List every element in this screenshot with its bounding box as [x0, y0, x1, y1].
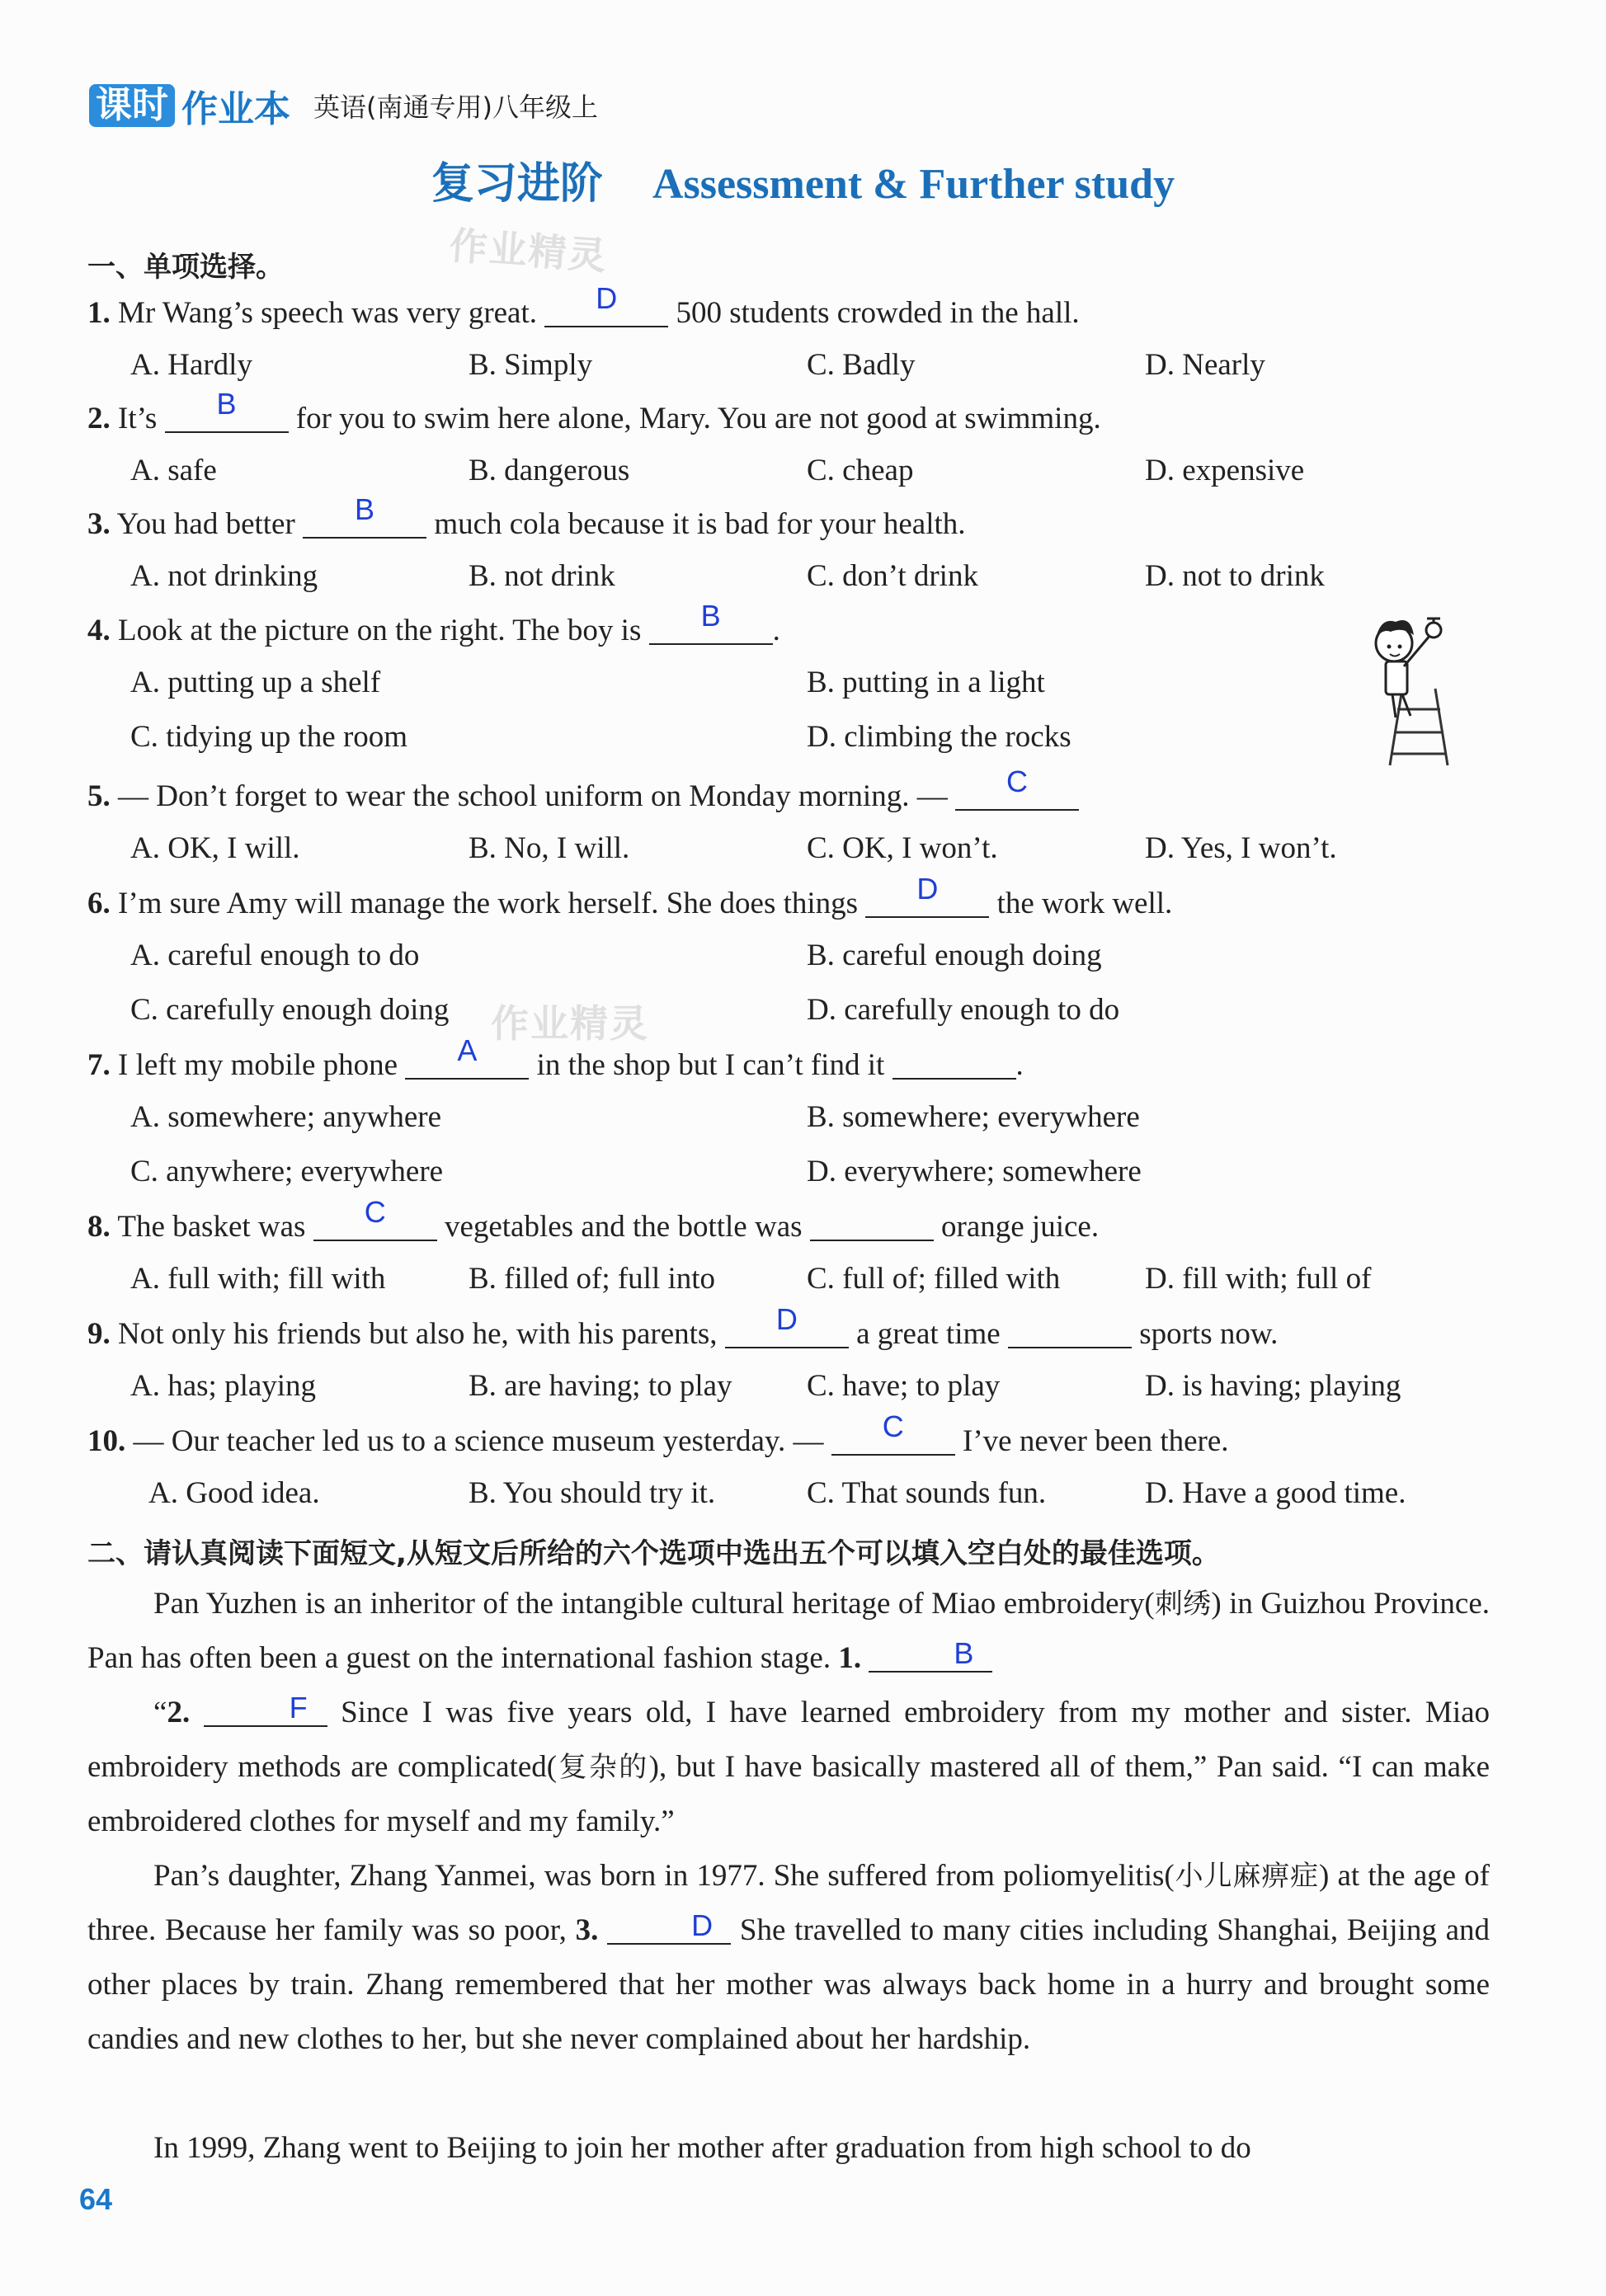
question-3: [87, 492, 966, 542]
option: A. safe: [130, 454, 217, 487]
option: A. Hardly: [130, 348, 252, 382]
option: A. putting up a shelf: [130, 666, 381, 699]
question-text: for you to swim here alone, Mary. You are not good at swimming.: [295, 402, 1101, 435]
passage-text: ), but I have basically mastered all of them,” Pan said. “I can make embroidered clothes for myself and my family.”: [87, 1750, 1490, 1838]
question-number: 5.: [87, 779, 111, 813]
handwritten-answer: C: [1006, 765, 1028, 798]
question-text: .: [1015, 1048, 1024, 1082]
handwritten-answer: C: [882, 1409, 904, 1443]
option: B. putting in a light: [807, 666, 1045, 699]
option: C. have; to play: [807, 1369, 1001, 1403]
option: C. anywhere; everywhere: [130, 1155, 444, 1188]
option: B. filled of; full into: [469, 1262, 716, 1296]
brand-logo-box: 课时: [89, 84, 175, 127]
section-title-en: Assessment & Further study: [652, 161, 1175, 208]
question-text: in the shop but I can’t find it: [536, 1048, 885, 1082]
handwritten-answer: D: [775, 1302, 798, 1336]
option: D. carefully enough to do: [807, 993, 1120, 1027]
option: B. are having; to play: [469, 1369, 732, 1403]
question-text: .: [772, 614, 780, 647]
option: B. You should try it.: [469, 1476, 716, 1510]
reading-paragraph-1: [87, 1577, 1490, 1686]
question-number: 8.: [87, 1210, 111, 1244]
option: B. No, I will.: [469, 831, 630, 865]
reading-paragraph-3: [87, 1849, 1490, 2067]
question-text: a great time: [856, 1317, 1001, 1351]
option: D. fill with; full of: [1145, 1262, 1372, 1296]
passage-text: Since I was five years old, I have learned embroidery from my mother and sister. Miao embroidery methods are complicated(: [87, 1696, 1491, 1784]
question-text: 500 students crowded in the hall.: [676, 296, 1080, 330]
option: D. climbing the rocks: [807, 720, 1071, 754]
option: D. Have a good time.: [1145, 1476, 1406, 1510]
answer-blank[interactable]: [405, 1033, 529, 1080]
question-text: — Don’t forget to wear the school uniform on Monday morning. —: [118, 779, 948, 813]
question-text: vegetables and the bottle was: [444, 1210, 803, 1244]
book-title: 英语(南通专用)八年级上: [313, 92, 598, 123]
question-text: You had better: [116, 507, 295, 541]
part2-heading: 二、请认真阅读下面短文,从短文后所给的六个选项中选出五个可以填入空白处的最佳选项。: [87, 1537, 1220, 1570]
answer-blank[interactable]: [865, 872, 989, 918]
question-7: [87, 1033, 1024, 1083]
page-number: 64: [79, 2182, 113, 2216]
question-number: 3.: [87, 507, 111, 541]
option: C. carefully enough doing: [130, 993, 450, 1027]
answer-blank[interactable]: [204, 1692, 327, 1727]
option: A. careful enough to do: [130, 939, 420, 972]
blank-number: 3.: [575, 1913, 599, 1947]
question-6: [87, 872, 1173, 921]
passage-text: ) in Guizhou Province. Pan has often been a guest on the international fashion stage.: [87, 1587, 1491, 1675]
answer-blank-empty[interactable]: [810, 1207, 934, 1241]
header: [89, 79, 598, 132]
reading-paragraph-2: [87, 1686, 1490, 1849]
question-text: sports now.: [1139, 1317, 1279, 1351]
answer-blank[interactable]: [544, 281, 668, 327]
question-text: the work well.: [996, 887, 1173, 920]
question-text: Mr Wang’s speech was very great.: [118, 296, 538, 330]
passage-text: ) at the age of three. Because her family was so poor,: [87, 1859, 1490, 1947]
handwritten-answer: B: [954, 1636, 974, 1670]
passage-text: She travelled to many cities including Shanghai, Beijing and other places by train. Zhang remembered that her mother was always back home in a hurry and brought some candies and new clothes to her, but she never complained about her hardship.: [87, 1913, 1491, 2056]
reading-paragraph-4: [87, 2121, 1490, 2176]
answer-blank[interactable]: [831, 1409, 955, 1456]
answer-blank[interactable]: [607, 1910, 731, 1945]
option: D. is having; playing: [1145, 1369, 1401, 1403]
answer-blank-empty[interactable]: [1008, 1314, 1132, 1348]
passage-text: In 1999, Zhang went to Beijing to join her mother after graduation from high school to do: [153, 2131, 1251, 2165]
option: A. has; playing: [130, 1369, 317, 1403]
question-number: 4.: [87, 614, 111, 647]
answer-blank[interactable]: [165, 387, 289, 433]
question-text: orange juice.: [941, 1210, 1100, 1244]
question-number: 2.: [87, 402, 111, 435]
option: D. Yes, I won’t.: [1145, 831, 1337, 865]
passage-gloss: 刺绣: [1154, 1588, 1212, 1621]
passage-gloss: 复杂的: [557, 1751, 649, 1784]
option: C. don’t drink: [807, 559, 978, 593]
question-2: [87, 387, 1101, 436]
option: D. not to drink: [1145, 559, 1325, 593]
passage-text: Pan Yuzhen is an inheritor of the intangible cultural heritage of Miao embroidery(: [153, 1587, 1155, 1621]
question-1: [87, 281, 1080, 331]
option: C. OK, I won’t.: [807, 831, 998, 865]
section-title: [0, 148, 1606, 210]
question-text: Not only his friends but also he, with his parents,: [118, 1317, 718, 1351]
question-number: 1.: [87, 296, 111, 330]
question-text: — Our teacher led us to a science museum yesterday. —: [133, 1424, 824, 1458]
answer-blank[interactable]: [955, 765, 1079, 811]
option: D. expensive: [1145, 454, 1305, 487]
handwritten-answer: C: [364, 1195, 386, 1229]
passage-text: “: [153, 1696, 167, 1729]
option: D. Nearly: [1145, 348, 1265, 382]
question-4: [87, 599, 780, 648]
question-text: The basket was: [117, 1210, 306, 1244]
option: C. tidying up the room: [130, 720, 408, 754]
handwritten-answer: B: [700, 599, 721, 633]
option: B. careful enough doing: [807, 939, 1102, 972]
option: A. full with; fill with: [130, 1262, 386, 1296]
option: D. everywhere; somewhere: [807, 1155, 1142, 1188]
handwritten-answer: B: [355, 492, 375, 526]
option: A. OK, I will.: [130, 831, 300, 865]
question-number: 7.: [87, 1048, 111, 1082]
option: A. somewhere; anywhere: [130, 1100, 442, 1134]
question-number: 10.: [87, 1424, 126, 1458]
option: B. Simply: [469, 348, 593, 382]
answer-blank[interactable]: [649, 599, 773, 645]
option: C. That sounds fun.: [807, 1476, 1047, 1510]
passage-gloss: 小儿麻痹症: [1174, 1860, 1320, 1893]
watermark: 作业精灵: [448, 223, 610, 279]
handwritten-answer: F: [289, 1691, 308, 1724]
answer-blank-empty[interactable]: [892, 1045, 1016, 1080]
option: C. cheap: [807, 454, 914, 487]
question-5: [87, 765, 1079, 814]
question-text: I’m sure Amy will manage the work herself. She does things: [118, 887, 859, 920]
option: A. Good idea.: [148, 1476, 320, 1510]
question-text: I’ve never been there.: [963, 1424, 1229, 1458]
blank-number: 2.: [167, 1696, 191, 1729]
question-text: I left my mobile phone: [118, 1048, 398, 1082]
option: B. somewhere; everywhere: [807, 1100, 1140, 1134]
question-number: 9.: [87, 1317, 111, 1351]
handwritten-answer: A: [457, 1033, 478, 1067]
blank-number: 1.: [838, 1641, 862, 1675]
passage-text: Pan’s daughter, Zhang Yanmei, was born in 1977. She suffered from poliomyelitis(: [153, 1859, 1175, 1893]
option: C. full of; filled with: [807, 1262, 1061, 1296]
part1-heading: 一、单项选择。: [87, 251, 284, 284]
question-number: 6.: [87, 887, 111, 920]
answer-blank[interactable]: [725, 1302, 849, 1348]
handwritten-answer: D: [596, 281, 618, 315]
handwritten-answer: B: [216, 387, 237, 421]
section-title-cn: 复习进阶: [431, 159, 603, 209]
question-9: [87, 1302, 1279, 1352]
question-text: much cola because it is bad for your health.: [434, 507, 966, 541]
option: B. dangerous: [469, 454, 630, 487]
answer-blank[interactable]: [313, 1195, 437, 1241]
question-text: It’s: [118, 402, 158, 435]
answer-blank[interactable]: [869, 1638, 992, 1673]
boy-on-ladder-illustration: [1345, 610, 1460, 767]
option: A. not drinking: [130, 559, 318, 593]
answer-blank[interactable]: [303, 492, 426, 539]
option: C. Badly: [807, 348, 916, 382]
brand-text: 作业本: [181, 88, 290, 130]
question-8: [87, 1195, 1100, 1244]
watermark: 作业精灵: [491, 1001, 649, 1046]
question-10: [87, 1409, 1229, 1459]
handwritten-answer: D: [916, 872, 939, 906]
question-text: Look at the picture on the right. The boy is: [118, 614, 642, 647]
handwritten-answer: D: [691, 1908, 714, 1942]
option: B. not drink: [469, 559, 615, 593]
